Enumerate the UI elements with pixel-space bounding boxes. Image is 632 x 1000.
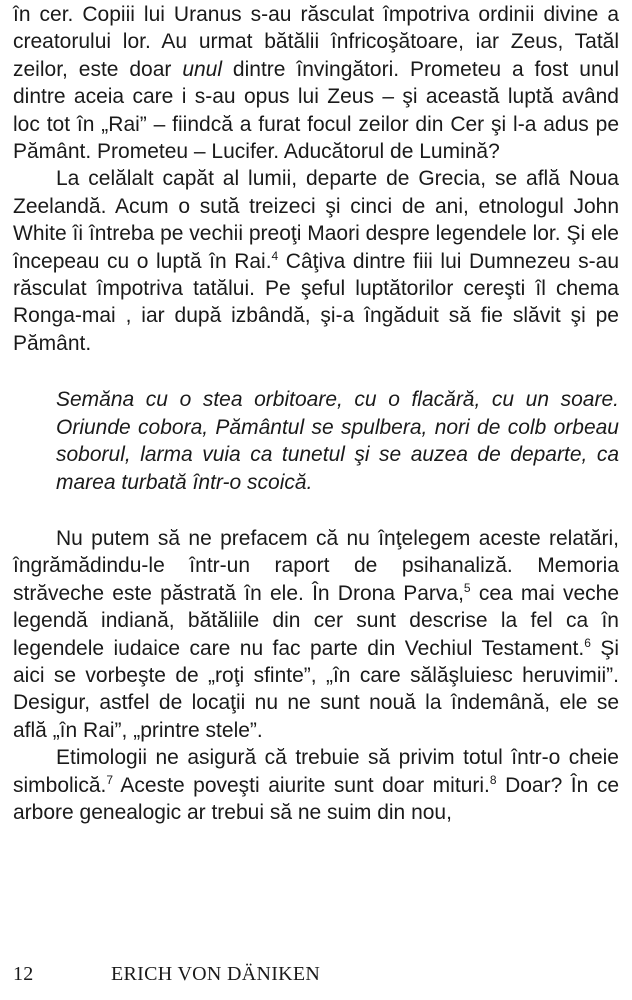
running-footer-author: ERICH VON DÄNIKEN [111,963,321,985]
paragraph-drona-parva [13,525,619,744]
footnote-ref-8[interactable]: 8 [489,772,497,787]
quote-text: Semăna cu o stea orbitoare, cu o flacără, cu un soare. Oriunde cobora, Pământul se spulbera, nori de colb orbeau soborul, larma vuia ca tunetul şi se auzea de departe, ca marea turbată într-o scoică. [56,388,619,494]
footnote-ref-4[interactable]: 4 [271,248,279,263]
text-run: La celălalt capăt al lumii, departe de Grecia, se află Noua Zeelandă. Acum o sută treizeci şi cinci de ani, etnologul John White îi întreba pe vechii preoţi Maori despre legendele lor. Şi ele începeau cu o luptă în Rai. [13,167,619,273]
paragraph-prometheus [13,1,619,165]
emphasis-unul: unul [182,57,223,81]
footnote-ref-7[interactable]: 7 [106,772,114,787]
body-text [13,1,619,826]
book-page [13,0,619,1000]
page-number: 12 [13,963,34,985]
paragraph-new-zealand [13,165,619,357]
page-footer [13,963,619,993]
footnote-ref-5[interactable]: 5 [463,580,471,595]
text-run: cea mai veche legendă indiană, bătăliile din cer sunt descrise la fel ca în legendele iudaice care nu fac parte din Vechiul Testament. [13,581,619,660]
text-run: Şi aici se vorbeşte de „roţi sfinte”, „în care sălăşluiesc heruvimii”. Desigur, astfel de locaţii nu ne sunt nouă la îndemână, ele se află „în Rai”, „printre stele”. [13,636,619,742]
text-run: dintre învingători. Prometeu a fost unul dintre aceia care i s-au opus lui Zeus – şi această luptă având loc tot în „Rai” – fiindcă a furat focul zeilor din Cer şi l-a adus pe Pământ. Prometeu – Lucifer. Aducătorul de Lumină? [13,57,619,164]
text-run: Nu putem să ne prefacem că nu înţelegem aceste relatări, îngrămădindu-le într-un raport de psihanaliză. Memoria străveche este păstrată în ele. În Drona Parva, [13,526,619,605]
block-quote [56,386,619,496]
text-run: în cer. Copiii lui Uranus s-au răsculat împotriva ordinii divine a creatorului lor. Au urmat bătălii înfricoşătoare, iar Zeus, Tatăl zeilor, este doar [13,3,619,81]
footnote-ref-6[interactable]: 6 [584,635,591,650]
paragraph-etymologists [13,744,619,826]
text-run: Doar? În ce arbore genealogic ar trebui să ne suim din nou, [13,773,619,824]
text-run: Etimologii ne asigură că trebuie să privim totul într-o cheie simbolică. [13,746,619,797]
text-run: Câţiva dintre fiii lui Dumnezeu s-au răsculat împotriva tatălui. Pe şeful luptătorilor cereşti îl chema Ronga-mai , iar după izbândă, şi-a îngăduit să fie slăvit şi pe Pământ. [13,249,619,355]
text-run: Aceste poveşti aiurite sunt doar mituri. [113,773,490,797]
